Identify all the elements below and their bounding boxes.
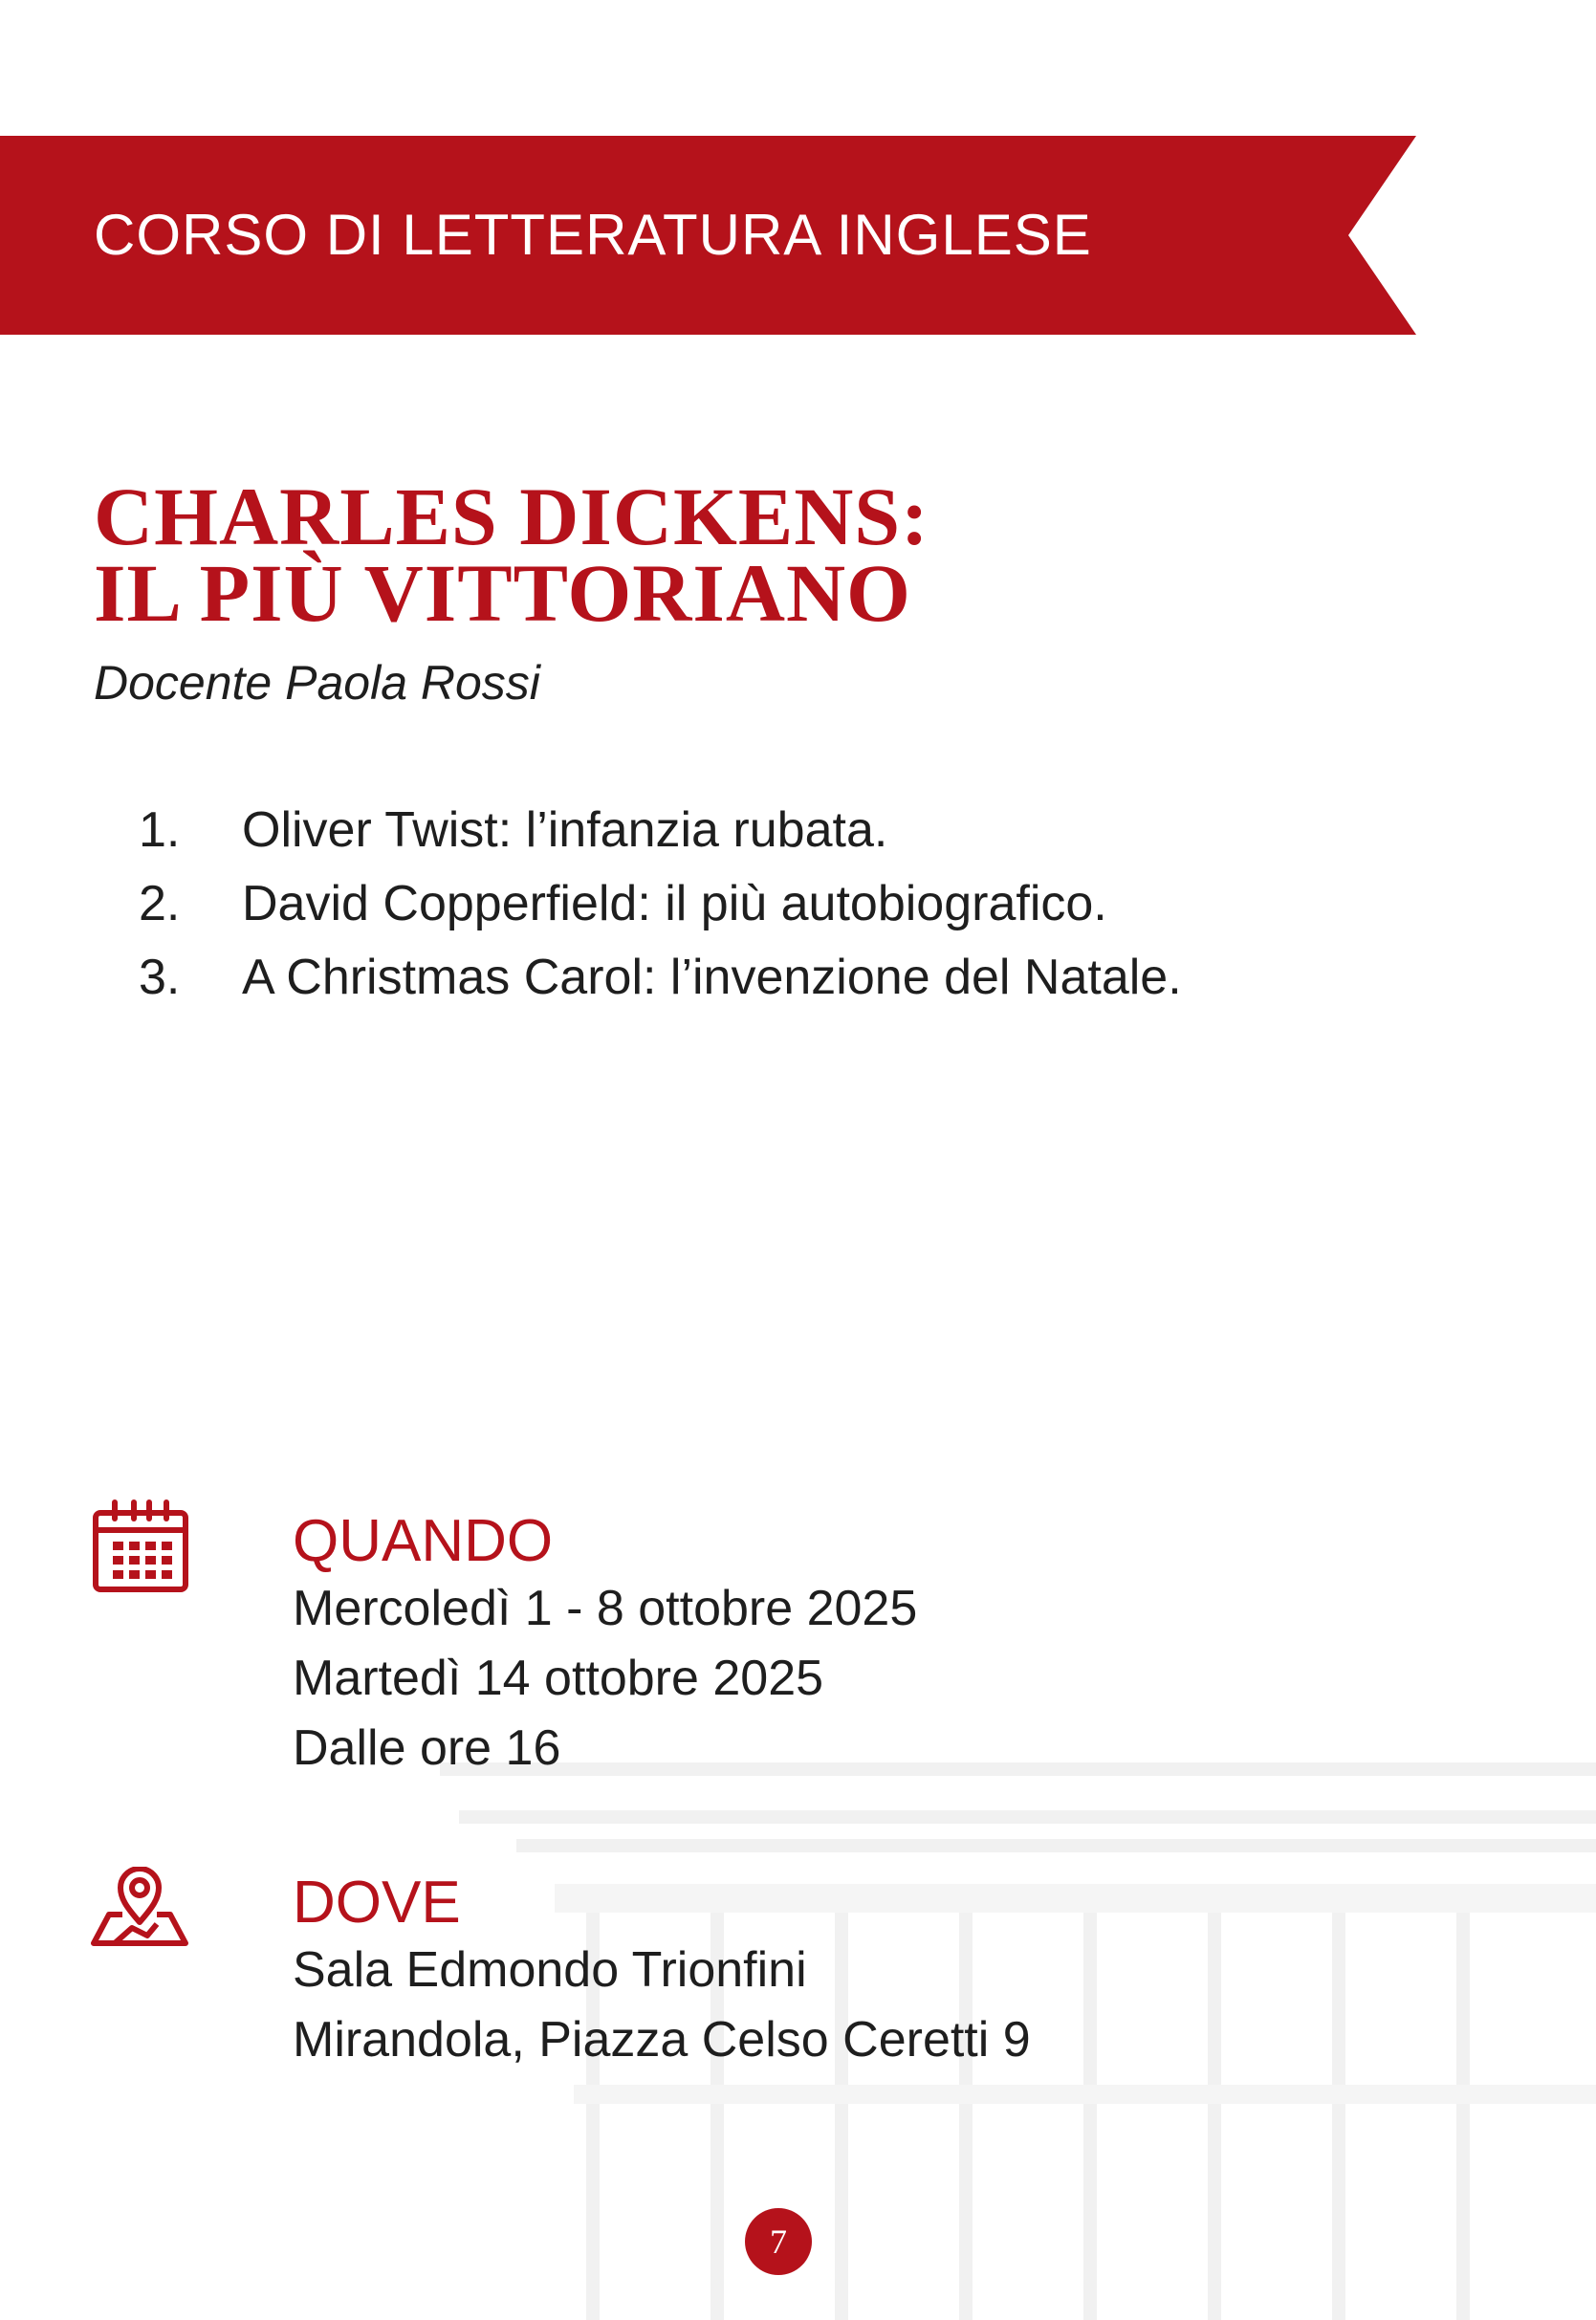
lesson-item — [139, 941, 1182, 1015]
when-title: QUANDO — [293, 1508, 554, 1574]
where-title: DOVE — [293, 1870, 461, 1936]
lessons-list — [139, 794, 1182, 1015]
course-title-line-1: CHARLES DICKENS: — [94, 471, 929, 562]
lesson-number: 1. — [139, 802, 181, 858]
lesson-number: 2. — [139, 876, 181, 931]
course-title-line-2: IL PIÙ VITTORIANO — [94, 547, 911, 639]
lesson-item — [139, 867, 1182, 941]
lesson-item — [139, 794, 1182, 867]
lecturer-name: Docente Paola Rossi — [94, 656, 540, 710]
lesson-text: A Christmas Carol: l’invenzione del Natale. — [242, 950, 1182, 1005]
when-details — [293, 1574, 917, 1784]
where-line: Mirandola, Piazza Celso Ceretti 9 — [293, 2012, 1031, 2068]
when-line: Dalle ore 16 — [293, 1720, 561, 1776]
where-details — [293, 1936, 1031, 2075]
calendar-icon — [92, 1499, 189, 1593]
when-line: Mercoledì 1 - 8 ottobre 2025 — [293, 1581, 918, 1636]
page-number: 7 — [745, 2208, 812, 2275]
lesson-text: Oliver Twist: l’infanzia rubata. — [242, 802, 888, 858]
banner-title: CORSO DI LETTERATURA INGLESE — [94, 203, 1092, 267]
where-line: Sala Edmondo Trionfini — [293, 1942, 807, 1998]
lesson-text: David Copperfield: il più autobiografico. — [242, 876, 1107, 931]
course-category-banner — [0, 136, 1416, 335]
course-title — [94, 471, 929, 639]
map-pin-icon — [90, 1867, 189, 1947]
when-line: Martedì 14 ottobre 2025 — [293, 1651, 824, 1706]
lesson-number: 3. — [139, 950, 181, 1005]
